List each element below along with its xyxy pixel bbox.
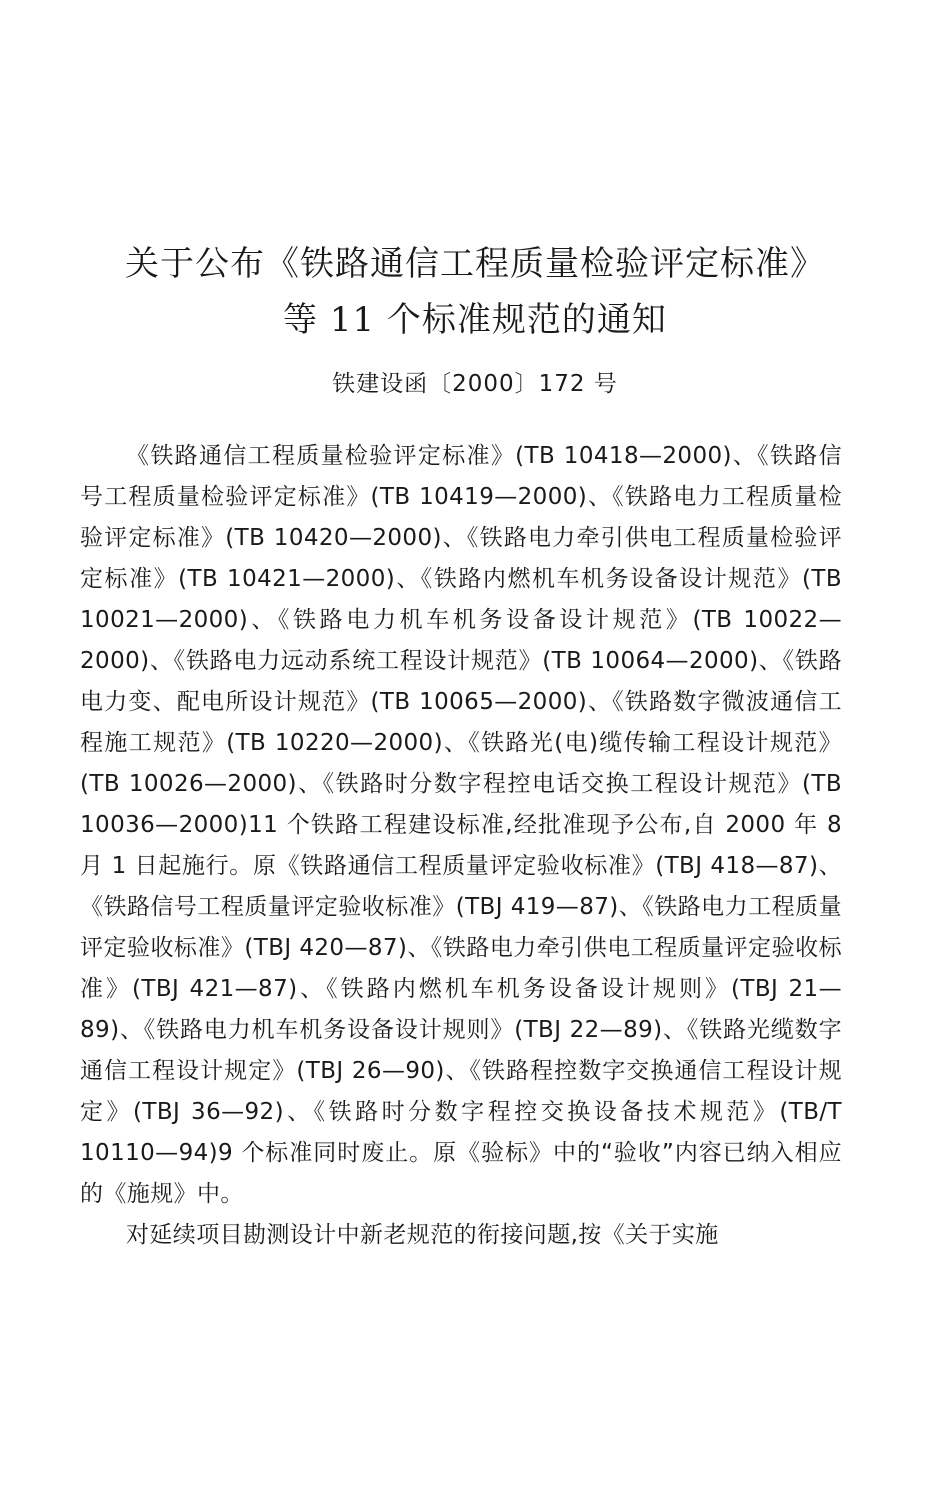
- title-line-1: 关于公布《铁路通信工程质量检验评定标准》: [125, 244, 825, 284]
- paragraph-2: 对延续项目勘测设计中新老规范的衔接问题,按《关于实施: [126, 1222, 719, 1248]
- document-number: 铁建设函〔2000〕172 号: [332, 371, 618, 397]
- paragraph-1: 《铁路通信工程质量检验评定标准》(TB 10418—2000)、《铁路信号工程质量检验评定标准》(TB 10419—2000)、《铁路电力工程质量检验评定标准》(TB 10420—2000)、《铁路电力牵引供电工程质量检验评定标准》(TB 10421—2000)、《铁路内燃机车机务设备设计规范》(TB 10021—2000)、《铁路电力机车机务设备设计规范》(TB 10022—2000)、《铁路电力远动系统工程设计规范》(TB 10064—2000)、《铁路电力变、配电所设计规范》(TB 10065—2000)、《铁路数字微波通信工程施工规范》(TB 10220—2000)、《铁路光(电)缆传输工程设计规范》(TB 10026—2000)、《铁路时分数字程控电话交换工程设计规范》(TB 10036—2000)11 个铁路工程建设标准,经批准现予公布,自 2000 年 8 月 1 日起施行。原《铁路通信工程质量评定验收标准》(TBJ 418—87)、《铁路信号工程质量评定验收标准》(TBJ 419—87)、《铁路电力工程质量评定验收标准》(TBJ 420—87)、《铁路电力牵引供电工程质量评定验收标准》(TBJ 421—87)、《铁路内燃机车机务设备设计规则》(TBJ 21—89)、《铁路电力机车机务设备设计规则》(TBJ 22—89)、《铁路光缆数字通信工程设计规定》(TBJ 26—90)、《铁路程控数字交换通信工程设计规定》(TBJ 36—92)、《铁路时分数字程控交换设备技术规范》(TB/T 10110—94)9 个标准同时废止。原《验标》中的“验收”内容已纳入相应的《施规》中。: [80, 443, 842, 1207]
- title-line-2: 等 11 个标准规范的通知: [283, 300, 667, 340]
- body-text: [80, 436, 842, 1256]
- notice-title: [0, 236, 950, 348]
